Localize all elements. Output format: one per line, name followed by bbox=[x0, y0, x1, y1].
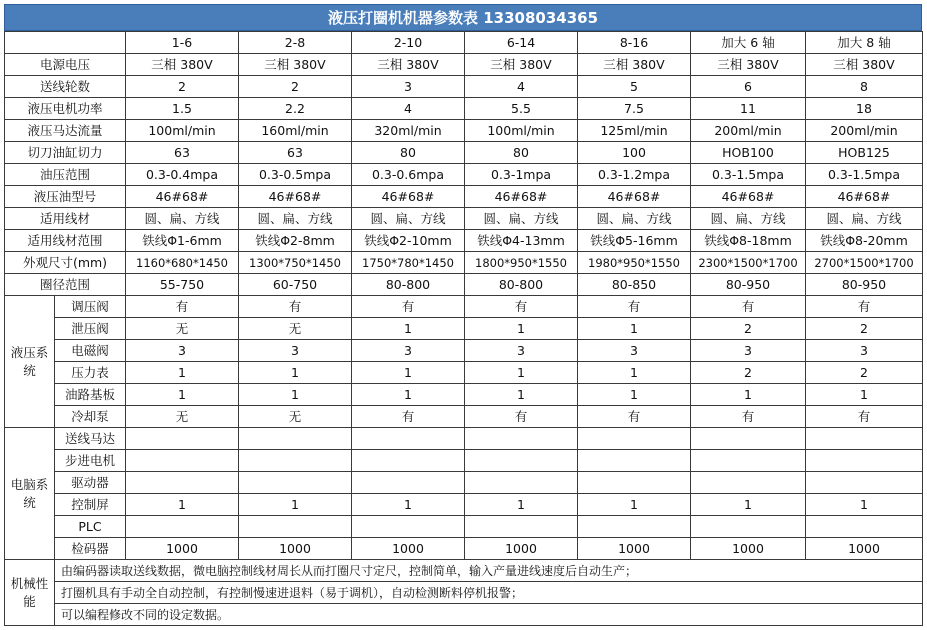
sub-row-label: 控制屏 bbox=[55, 494, 126, 516]
cell-value: 1 bbox=[806, 494, 923, 516]
cell-value: 圆、扁、方线 bbox=[691, 208, 806, 230]
sheet-title: 液压打圈机机器参数表 13308034365 bbox=[4, 4, 922, 31]
cell-value: 3 bbox=[352, 340, 465, 362]
row-label: 切刀油缸切力 bbox=[5, 142, 126, 164]
cell-value: 2300*1500*1700 bbox=[691, 252, 806, 274]
cell-value: 1 bbox=[239, 384, 352, 406]
cell-value: 1 bbox=[465, 384, 578, 406]
cell-value: 2 bbox=[126, 76, 239, 98]
cell-value: 100 bbox=[578, 142, 691, 164]
cell-value bbox=[806, 450, 923, 472]
cell-value: 7.5 bbox=[578, 98, 691, 120]
cell-value: 有 bbox=[691, 296, 806, 318]
cell-value bbox=[465, 472, 578, 494]
cell-value: 圆、扁、方线 bbox=[578, 208, 691, 230]
row-label: 液压电机功率 bbox=[5, 98, 126, 120]
cell-value: 46#68# bbox=[578, 186, 691, 208]
table-row bbox=[5, 164, 923, 186]
sub-row-label: 检码器 bbox=[55, 538, 126, 560]
table-row bbox=[5, 296, 923, 318]
cell-value: 有 bbox=[239, 296, 352, 318]
sub-row-label: 驱动器 bbox=[55, 472, 126, 494]
row-label: 液压马达流量 bbox=[5, 120, 126, 142]
cell-value: 1 bbox=[578, 318, 691, 340]
cell-value: 1 bbox=[806, 384, 923, 406]
cell-value: 有 bbox=[578, 296, 691, 318]
table-row bbox=[5, 186, 923, 208]
cell-value: 2 bbox=[239, 76, 352, 98]
cell-value: 1 bbox=[352, 318, 465, 340]
table-row bbox=[5, 384, 923, 406]
cell-value: 铁线Φ2-8mm bbox=[239, 230, 352, 252]
cell-value: 3 bbox=[352, 76, 465, 98]
cell-value bbox=[352, 516, 465, 538]
cell-value: 1 bbox=[465, 362, 578, 384]
row-label: 适用线材范围 bbox=[5, 230, 126, 252]
sub-row-label: 压力表 bbox=[55, 362, 126, 384]
cell-value: 无 bbox=[126, 406, 239, 428]
cell-value: 0.3-0.6mpa bbox=[352, 164, 465, 186]
sub-row-label: 电磁阀 bbox=[55, 340, 126, 362]
cell-value: 1 bbox=[352, 362, 465, 384]
sub-row-label: 送线马达 bbox=[55, 428, 126, 450]
cell-value bbox=[691, 428, 806, 450]
cell-value: 无 bbox=[239, 406, 352, 428]
cell-value bbox=[465, 428, 578, 450]
cell-value: 圆、扁、方线 bbox=[806, 208, 923, 230]
table-row bbox=[5, 538, 923, 560]
cell-value bbox=[126, 472, 239, 494]
cell-value: 1980*950*1550 bbox=[578, 252, 691, 274]
cell-value bbox=[691, 516, 806, 538]
model-header: 1-6 bbox=[126, 32, 239, 54]
cell-value bbox=[691, 450, 806, 472]
cell-value bbox=[578, 472, 691, 494]
hydraulic-group-label: 液压系统 bbox=[5, 296, 55, 428]
cell-value: 11 bbox=[691, 98, 806, 120]
cell-value: 1 bbox=[465, 318, 578, 340]
cell-value: 铁线Φ8-20mm bbox=[806, 230, 923, 252]
cell-value bbox=[239, 472, 352, 494]
cell-value: 1000 bbox=[126, 538, 239, 560]
sub-row-label: 冷却泵 bbox=[55, 406, 126, 428]
cell-value bbox=[126, 516, 239, 538]
cell-value: 3 bbox=[691, 340, 806, 362]
cell-value bbox=[806, 516, 923, 538]
cell-value: 1800*950*1550 bbox=[465, 252, 578, 274]
cell-value: 三相 380V bbox=[465, 54, 578, 76]
row-label: 外观尺寸(mm) bbox=[5, 252, 126, 274]
cell-value: 圆、扁、方线 bbox=[465, 208, 578, 230]
table-row bbox=[5, 252, 923, 274]
cell-value bbox=[578, 516, 691, 538]
cell-value: 1 bbox=[352, 384, 465, 406]
table-row bbox=[5, 582, 923, 604]
cell-value: 圆、扁、方线 bbox=[352, 208, 465, 230]
cell-value: 1 bbox=[126, 362, 239, 384]
row-label: 油压范围 bbox=[5, 164, 126, 186]
cell-value: 三相 380V bbox=[239, 54, 352, 76]
cell-value: 三相 380V bbox=[691, 54, 806, 76]
cell-value bbox=[239, 428, 352, 450]
cell-value: 有 bbox=[578, 406, 691, 428]
cell-value: 8 bbox=[806, 76, 923, 98]
cell-value bbox=[465, 516, 578, 538]
cell-value bbox=[465, 450, 578, 472]
cell-value: 1 bbox=[691, 494, 806, 516]
cell-value: 80-800 bbox=[352, 274, 465, 296]
cell-value: 三相 380V bbox=[126, 54, 239, 76]
cell-value: 46#68# bbox=[806, 186, 923, 208]
table-row bbox=[5, 516, 923, 538]
row-label: 圈径范围 bbox=[5, 274, 126, 296]
table-row bbox=[5, 604, 923, 626]
sub-row-label: 调压阀 bbox=[55, 296, 126, 318]
cell-value: 80 bbox=[352, 142, 465, 164]
cell-value: 1 bbox=[239, 362, 352, 384]
cell-value: 无 bbox=[126, 318, 239, 340]
cell-value bbox=[352, 450, 465, 472]
cell-value: 1000 bbox=[578, 538, 691, 560]
model-header-row bbox=[5, 32, 923, 54]
cell-value bbox=[691, 472, 806, 494]
cell-value: 80 bbox=[465, 142, 578, 164]
cell-value: 1000 bbox=[465, 538, 578, 560]
table-row bbox=[5, 472, 923, 494]
cell-value: 3 bbox=[806, 340, 923, 362]
cell-value: 0.3-1.5mpa bbox=[806, 164, 923, 186]
model-header: 6-14 bbox=[465, 32, 578, 54]
table-row bbox=[5, 54, 923, 76]
cell-value: 1 bbox=[239, 494, 352, 516]
cell-value bbox=[806, 472, 923, 494]
cell-value: 三相 380V bbox=[352, 54, 465, 76]
cell-value: 63 bbox=[126, 142, 239, 164]
model-header: 2-8 bbox=[239, 32, 352, 54]
cell-value: 有 bbox=[691, 406, 806, 428]
table-row bbox=[5, 208, 923, 230]
cell-value: 4 bbox=[465, 76, 578, 98]
cell-value: 铁线Φ4-13mm bbox=[465, 230, 578, 252]
cell-value: 4 bbox=[352, 98, 465, 120]
sub-row-label: 油路基板 bbox=[55, 384, 126, 406]
cell-value: 铁线Φ5-16mm bbox=[578, 230, 691, 252]
row-label: 适用线材 bbox=[5, 208, 126, 230]
mechanical-note: 打圈机具有手动全自动控制，有控制慢速进退料（易于调机），自动检测断料停机报警； bbox=[55, 582, 923, 604]
cell-value: 5.5 bbox=[465, 98, 578, 120]
cell-value: 46#68# bbox=[465, 186, 578, 208]
cell-value: 55-750 bbox=[126, 274, 239, 296]
cell-value: 有 bbox=[806, 406, 923, 428]
cell-value: 0.3-1mpa bbox=[465, 164, 578, 186]
sub-row-label: 泄压阀 bbox=[55, 318, 126, 340]
cell-value: 1160*680*1450 bbox=[126, 252, 239, 274]
cell-value: 46#68# bbox=[126, 186, 239, 208]
cell-value: 320ml/min bbox=[352, 120, 465, 142]
cell-value: 60-750 bbox=[239, 274, 352, 296]
cell-value: 1 bbox=[352, 494, 465, 516]
cell-value: 3 bbox=[465, 340, 578, 362]
cell-value bbox=[352, 428, 465, 450]
cell-value: 1000 bbox=[806, 538, 923, 560]
cell-value bbox=[578, 450, 691, 472]
sub-row-label: PLC bbox=[55, 516, 126, 538]
cell-value: 1 bbox=[126, 494, 239, 516]
cell-value: 铁线Φ2-10mm bbox=[352, 230, 465, 252]
table-row bbox=[5, 406, 923, 428]
cell-value: 1750*780*1450 bbox=[352, 252, 465, 274]
header-corner bbox=[5, 32, 126, 54]
cell-value: 1000 bbox=[691, 538, 806, 560]
table-row bbox=[5, 274, 923, 296]
cell-value: 2700*1500*1700 bbox=[806, 252, 923, 274]
cell-value: 1 bbox=[578, 362, 691, 384]
table-row bbox=[5, 428, 923, 450]
cell-value: 200ml/min bbox=[691, 120, 806, 142]
cell-value: 80-800 bbox=[465, 274, 578, 296]
cell-value: 2 bbox=[691, 362, 806, 384]
cell-value: 200ml/min bbox=[806, 120, 923, 142]
cell-value: 125ml/min bbox=[578, 120, 691, 142]
mechanical-group-label: 机械性能 bbox=[5, 560, 55, 626]
cell-value: 1 bbox=[691, 384, 806, 406]
cell-value: 0.3-1.2mpa bbox=[578, 164, 691, 186]
cell-value: HOB100 bbox=[691, 142, 806, 164]
table-row bbox=[5, 142, 923, 164]
row-label: 送线轮数 bbox=[5, 76, 126, 98]
table-row bbox=[5, 560, 923, 582]
cell-value bbox=[126, 450, 239, 472]
cell-value: 有 bbox=[352, 406, 465, 428]
cell-value: HOB125 bbox=[806, 142, 923, 164]
mechanical-note: 可以编程修改不同的设定数据。 bbox=[55, 604, 923, 626]
cell-value bbox=[806, 428, 923, 450]
table-row bbox=[5, 362, 923, 384]
table-row bbox=[5, 450, 923, 472]
cell-value bbox=[578, 428, 691, 450]
cell-value: 80-950 bbox=[806, 274, 923, 296]
model-header: 加大 6 轴 bbox=[691, 32, 806, 54]
cell-value: 160ml/min bbox=[239, 120, 352, 142]
cell-value: 46#68# bbox=[352, 186, 465, 208]
cell-value: 1 bbox=[578, 494, 691, 516]
cell-value: 1 bbox=[465, 494, 578, 516]
cell-value: 有 bbox=[465, 296, 578, 318]
cell-value: 圆、扁、方线 bbox=[239, 208, 352, 230]
parameter-sheet bbox=[4, 4, 922, 626]
cell-value: 2 bbox=[691, 318, 806, 340]
table-row bbox=[5, 340, 923, 362]
cell-value: 三相 380V bbox=[578, 54, 691, 76]
cell-value: 80-850 bbox=[578, 274, 691, 296]
cell-value: 铁线Φ8-18mm bbox=[691, 230, 806, 252]
cell-value: 18 bbox=[806, 98, 923, 120]
table-row bbox=[5, 494, 923, 516]
cell-value: 3 bbox=[578, 340, 691, 362]
cell-value bbox=[239, 450, 352, 472]
cell-value: 有 bbox=[126, 296, 239, 318]
cell-value: 100ml/min bbox=[465, 120, 578, 142]
cell-value: 1000 bbox=[239, 538, 352, 560]
cell-value: 1.5 bbox=[126, 98, 239, 120]
computer-group-label: 电脑系统 bbox=[5, 428, 55, 560]
model-header: 8-16 bbox=[578, 32, 691, 54]
cell-value: 46#68# bbox=[691, 186, 806, 208]
cell-value: 0.3-1.5mpa bbox=[691, 164, 806, 186]
cell-value: 三相 380V bbox=[806, 54, 923, 76]
table-row bbox=[5, 98, 923, 120]
cell-value: 2.2 bbox=[239, 98, 352, 120]
cell-value: 100ml/min bbox=[126, 120, 239, 142]
table-row bbox=[5, 76, 923, 98]
cell-value: 63 bbox=[239, 142, 352, 164]
cell-value: 80-950 bbox=[691, 274, 806, 296]
cell-value: 2 bbox=[806, 318, 923, 340]
model-header: 2-10 bbox=[352, 32, 465, 54]
cell-value: 6 bbox=[691, 76, 806, 98]
table-row bbox=[5, 230, 923, 252]
cell-value: 0.3-0.5mpa bbox=[239, 164, 352, 186]
table-body bbox=[5, 32, 923, 626]
cell-value bbox=[126, 428, 239, 450]
mechanical-note: 由编码器读取送线数据，微电脑控制线材周长从而打圈尺寸定尺，控制简单，输入产量进线速度后自动生产； bbox=[55, 560, 923, 582]
table-row bbox=[5, 120, 923, 142]
cell-value bbox=[352, 472, 465, 494]
cell-value: 3 bbox=[239, 340, 352, 362]
cell-value: 5 bbox=[578, 76, 691, 98]
row-label: 电源电压 bbox=[5, 54, 126, 76]
cell-value: 46#68# bbox=[239, 186, 352, 208]
cell-value: 铁线Φ1-6mm bbox=[126, 230, 239, 252]
cell-value: 有 bbox=[352, 296, 465, 318]
cell-value: 有 bbox=[465, 406, 578, 428]
cell-value: 3 bbox=[126, 340, 239, 362]
table-row bbox=[5, 318, 923, 340]
sub-row-label: 步进电机 bbox=[55, 450, 126, 472]
cell-value: 有 bbox=[806, 296, 923, 318]
cell-value bbox=[239, 516, 352, 538]
cell-value: 1 bbox=[578, 384, 691, 406]
cell-value: 1300*750*1450 bbox=[239, 252, 352, 274]
parameter-table bbox=[4, 31, 923, 626]
model-header: 加大 8 轴 bbox=[806, 32, 923, 54]
cell-value: 圆、扁、方线 bbox=[126, 208, 239, 230]
cell-value: 0.3-0.4mpa bbox=[126, 164, 239, 186]
cell-value: 1000 bbox=[352, 538, 465, 560]
cell-value: 无 bbox=[239, 318, 352, 340]
cell-value: 1 bbox=[126, 384, 239, 406]
row-label: 液压油型号 bbox=[5, 186, 126, 208]
cell-value: 2 bbox=[806, 362, 923, 384]
